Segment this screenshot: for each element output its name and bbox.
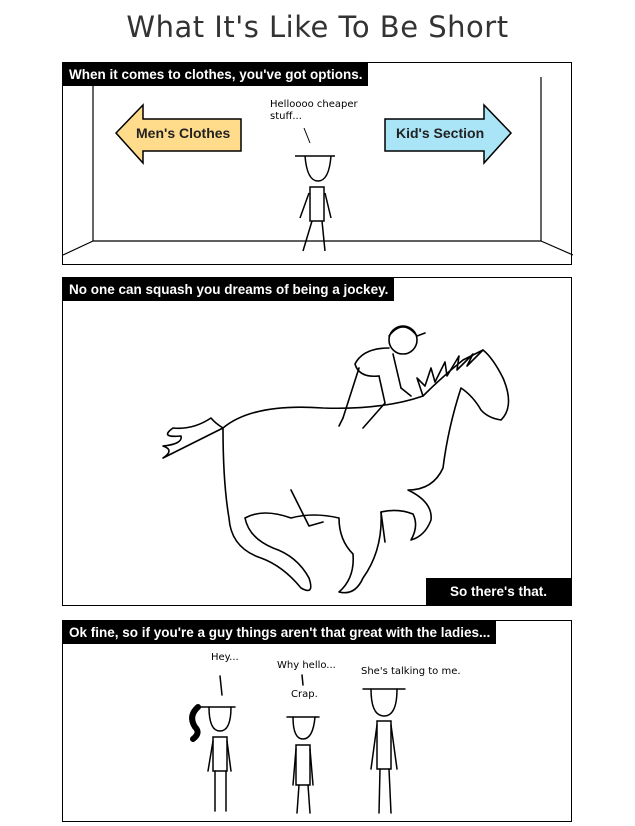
horse-body xyxy=(223,350,509,593)
short-guy-figure xyxy=(287,717,319,813)
panel2-caption: No one can squash you dreams of being a jockey. xyxy=(63,278,394,301)
jockey-figure xyxy=(339,326,425,428)
panel1-speech: Helloooo cheaper stuff... xyxy=(270,99,358,122)
panel-jockey xyxy=(62,277,572,606)
panel-ladies xyxy=(62,620,572,822)
panel-clothes xyxy=(62,62,572,265)
panel1-caption: When it comes to clothes, you've got options. xyxy=(63,63,368,86)
comic-title: What It's Like To Be Short xyxy=(126,10,509,44)
panel3-caption: Ok fine, so if you're a guy things aren't that great with the ladies... xyxy=(63,621,496,644)
horse-tail xyxy=(163,418,223,458)
kids-section-sign: Kid's Section xyxy=(396,125,485,141)
mens-clothes-sign: Men's Clothes xyxy=(136,125,231,141)
short-guy-speech: Why hello... xyxy=(277,660,336,671)
tall-guy-speech: She's talking to me. xyxy=(361,666,461,677)
short-guy-aside: Crap. xyxy=(291,689,318,700)
store-room-drawing xyxy=(63,63,573,266)
horse-mane xyxy=(417,350,483,396)
tall-guy-figure xyxy=(363,689,405,813)
woman-figure xyxy=(192,707,235,811)
ladies-scene-drawing xyxy=(63,621,573,823)
panel2-bottom-caption: So there's that. xyxy=(426,578,571,605)
woman-speech: Hey... xyxy=(211,652,239,663)
short-figure xyxy=(295,156,335,251)
jockey-horse-drawing xyxy=(63,278,573,607)
